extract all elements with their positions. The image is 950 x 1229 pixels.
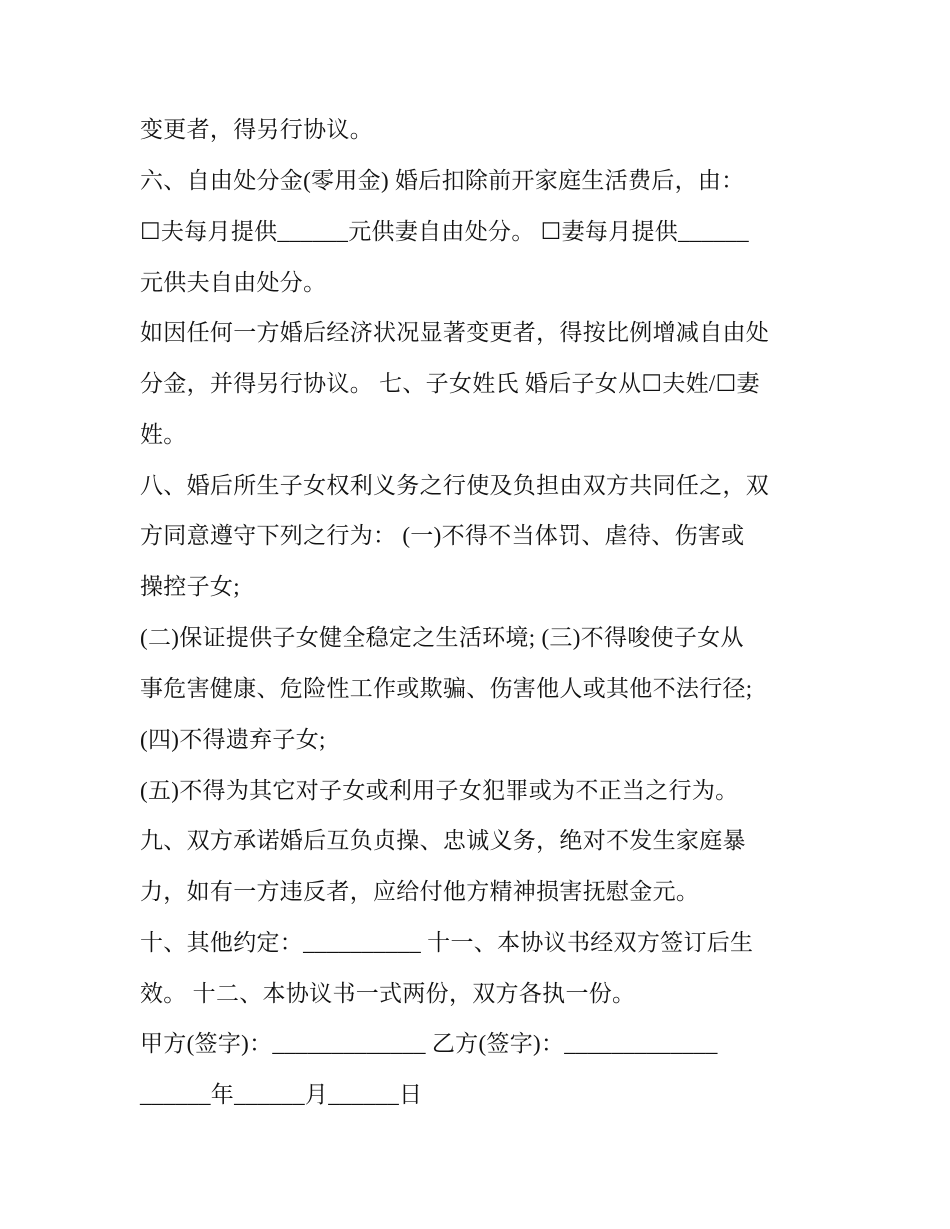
text-line: 如因任何一方婚后经济状况显著变更者，得按比例增减自由处 [140, 320, 770, 345]
text-line: 方同意遵守下列之行为： (一)不得不当体罚、虐待、伤害或 [140, 523, 745, 548]
text-line: 操控子女; [140, 574, 240, 599]
text-line: ☐夫每月提供______元供妻自由处分。 ☐妻每月提供______ [140, 219, 749, 244]
text-line: 十、其他约定：__________ 十一、本协议书经双方签订后生 [140, 930, 754, 955]
text-line: 姓。 [140, 422, 187, 447]
text-line: 分金，并得另行协议。 七、子女姓氏 婚后子女从☐夫姓/☐妻 [140, 371, 760, 396]
text-line: (五)不得为其它对子女或利用子女犯罪或为不正当之行为。 [140, 778, 739, 803]
text-line: 六、自由处分金(零用金) 婚后扣除前开家庭生活费后，由： [140, 168, 745, 193]
text-line: 效。 十二、本协议书一式两份，双方各执一份。 [140, 981, 636, 1006]
date-line: ______年______月______日 [140, 1082, 423, 1107]
text-line: 八、婚后所生子女权利义务之行使及负担由双方共同任之，双 [140, 473, 770, 498]
text-line: 九、双方承诺婚后互负贞操、忠诚义务，绝对不发生家庭暴 [140, 828, 746, 853]
text-line: 变更者，得另行协议。 [140, 117, 373, 142]
signature-line: 甲方(签字)：_____________ 乙方(签字)：_____________ [140, 1031, 718, 1056]
text-line: 力，如有一方违反者，应给付他方精神损害抚慰金元。 [140, 879, 700, 904]
text-line: (四)不得遗弃子女; [140, 727, 326, 752]
text-line: 事危害健康、危险性工作或欺骗、伤害他人或其他不法行径; [140, 676, 753, 701]
text-line: 元供夫自由处分。 [140, 270, 327, 295]
text-line: (二)保证提供子女健全稳定之生活环境; (三)不得唆使子女从 [140, 625, 744, 650]
